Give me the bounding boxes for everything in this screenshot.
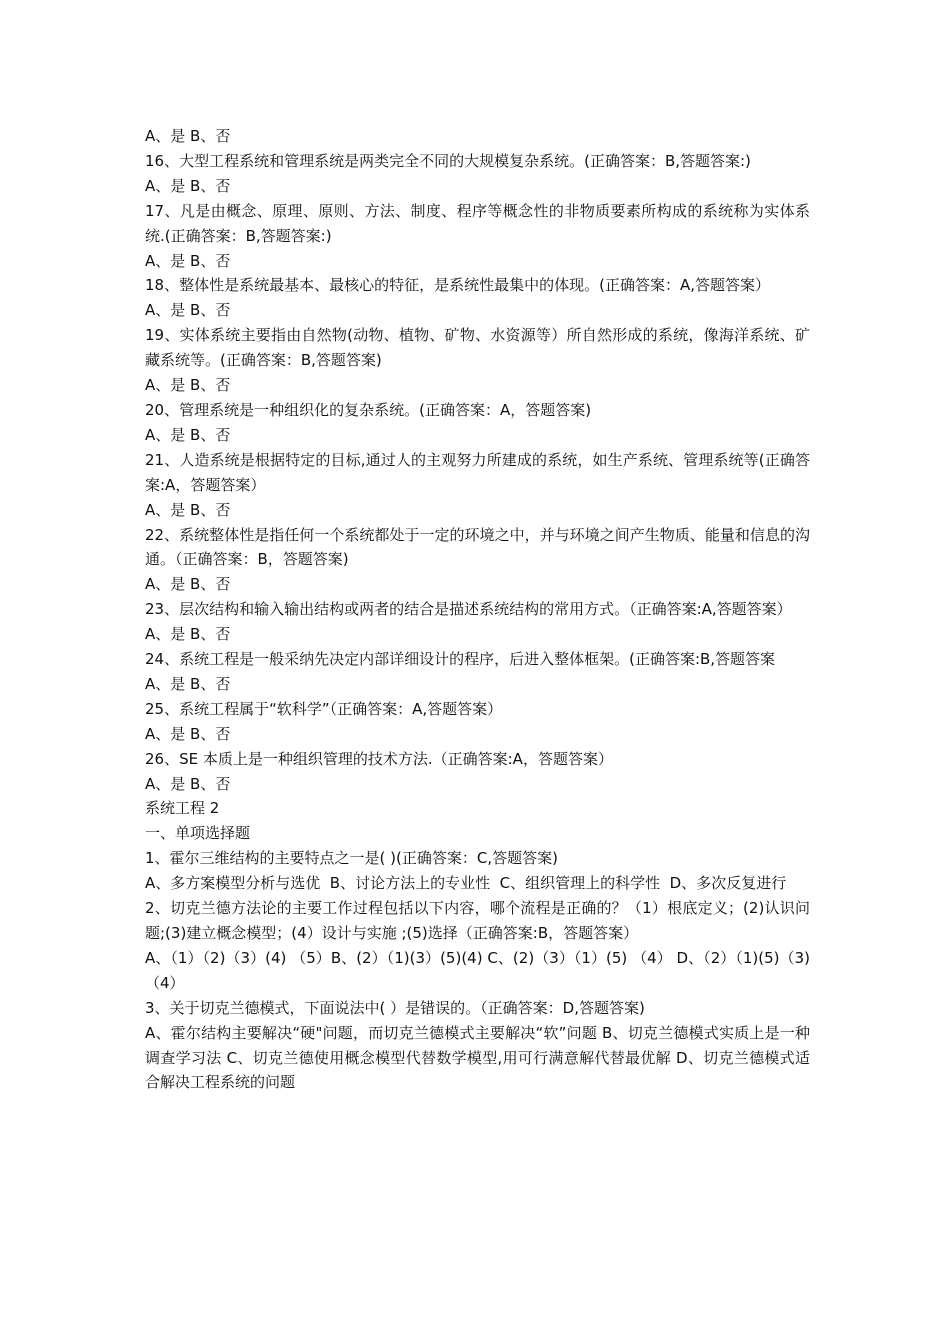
question-23: 23、层次结构和输入输出结构或两者的结合是描述系统结构的常用方式。（正确答案:A,答题答案）: [145, 600, 792, 619]
option-line: A、是 B、否: [145, 724, 231, 743]
option-line: A、是 B、否: [145, 251, 231, 270]
mc-question-3: 3、关于切克兰德模式，下面说法中( ）是错误的。（正确答案：D,答题答案): [145, 998, 645, 1017]
question-18: 18、整体性是系统最基本、最核心的特征，是系统性最集中的体现。(正确答案：A,答题答案）: [145, 276, 770, 295]
option-line: A、是 B、否: [145, 301, 231, 320]
option-line: A、是 B、否: [145, 625, 231, 644]
question-16: 16、大型工程系统和管理系统是两类完全不同的大规模复杂系统。(正确答案：B,答题答案:): [145, 151, 751, 170]
option-line: A、是 B、否: [145, 500, 231, 519]
option-line: A、是 B、否: [145, 674, 231, 693]
mc-options-1: A、多方案模型分析与选优 B、讨论方法上的专业性 C、组织管理上的科学性 D、多次反复进行: [145, 874, 787, 893]
option-line: A、是 B、否: [145, 774, 231, 793]
document-page: [145, 124, 810, 1095]
mc-question-2: 2、切克兰德方法论的主要工作过程包括以下内容，哪个流程是正确的？（1）根底定义；(2)认识问题;(3)建立概念模型；(4）设计与实施 ;(5)选择（正确答案:B，答题答案）: [145, 899, 810, 942]
question-25: 25、系统工程属于“软科学”（正确答案：A,答题答案）: [145, 699, 503, 718]
question-17: 17、凡是由概念、原理、原则、方法、制度、程序等概念性的非物质要素所构成的系统称为实体系统.(正确答案：B,答题答案:): [145, 201, 810, 245]
option-line: A、是 B、否: [145, 575, 231, 594]
question-22: 22、系统整体性是指任何一个系统都处于一定的环境之中，并与环境之间产生物质、能量和信息的沟通。（正确答案：B，答题答案): [145, 525, 810, 569]
section-heading: 一、单项选择题: [145, 824, 251, 843]
mc-options-3: A、霍尔结构主要解决“硬"问题，而切克兰德模式主要解决“软”问题 B、切克兰德模式实质上是一种调查学习法 C、切克兰德使用概念模型代替数学模型,用可行满意解代替最优解 D、切克兰德模式适合解决工程系统的问题: [145, 1023, 810, 1092]
mc-question-1: 1、霍尔三维结构的主要特点之一是( )(正确答案：C,答题答案): [145, 849, 558, 868]
option-line: A、是 B、否: [145, 127, 231, 145]
option-line: A、是 B、否: [145, 176, 231, 195]
option-line: A、是 B、否: [145, 425, 231, 444]
option-line: A、是 B、否: [145, 376, 231, 395]
question-26: 26、SE 本质上是一种组织管理的技术方法.（正确答案:A，答题答案）: [145, 749, 613, 768]
question-19: 19、实体系统主要指由自然物(动物、植物、矿物、水资源等）所自然形成的系统，像海洋系统、矿藏系统等。(正确答案：B,答题答案): [145, 326, 810, 370]
question-21: 21、人造系统是根据特定的目标,通过人的主观努力所建成的系统，如生产系统、管理系统等(正确答案:A，答题答案）: [145, 450, 810, 494]
section-title: 系统工程 2: [145, 799, 220, 818]
question-24: 24、系统工程是一般采纳先决定内部详细设计的程序，后进入整体框架。(正确答案:B,答题答案: [145, 650, 776, 669]
mc-options-2: A、（1）（2)（3）(4) （5）B、(2）（1)(3）(5)(4) C、(2)（3）（1）(5) （4） D、（2）（1)(5)（3)（4）: [145, 948, 810, 992]
question-20: 20、管理系统是一种组织化的复杂系统。(正确答案：A，答题答案): [145, 400, 592, 419]
